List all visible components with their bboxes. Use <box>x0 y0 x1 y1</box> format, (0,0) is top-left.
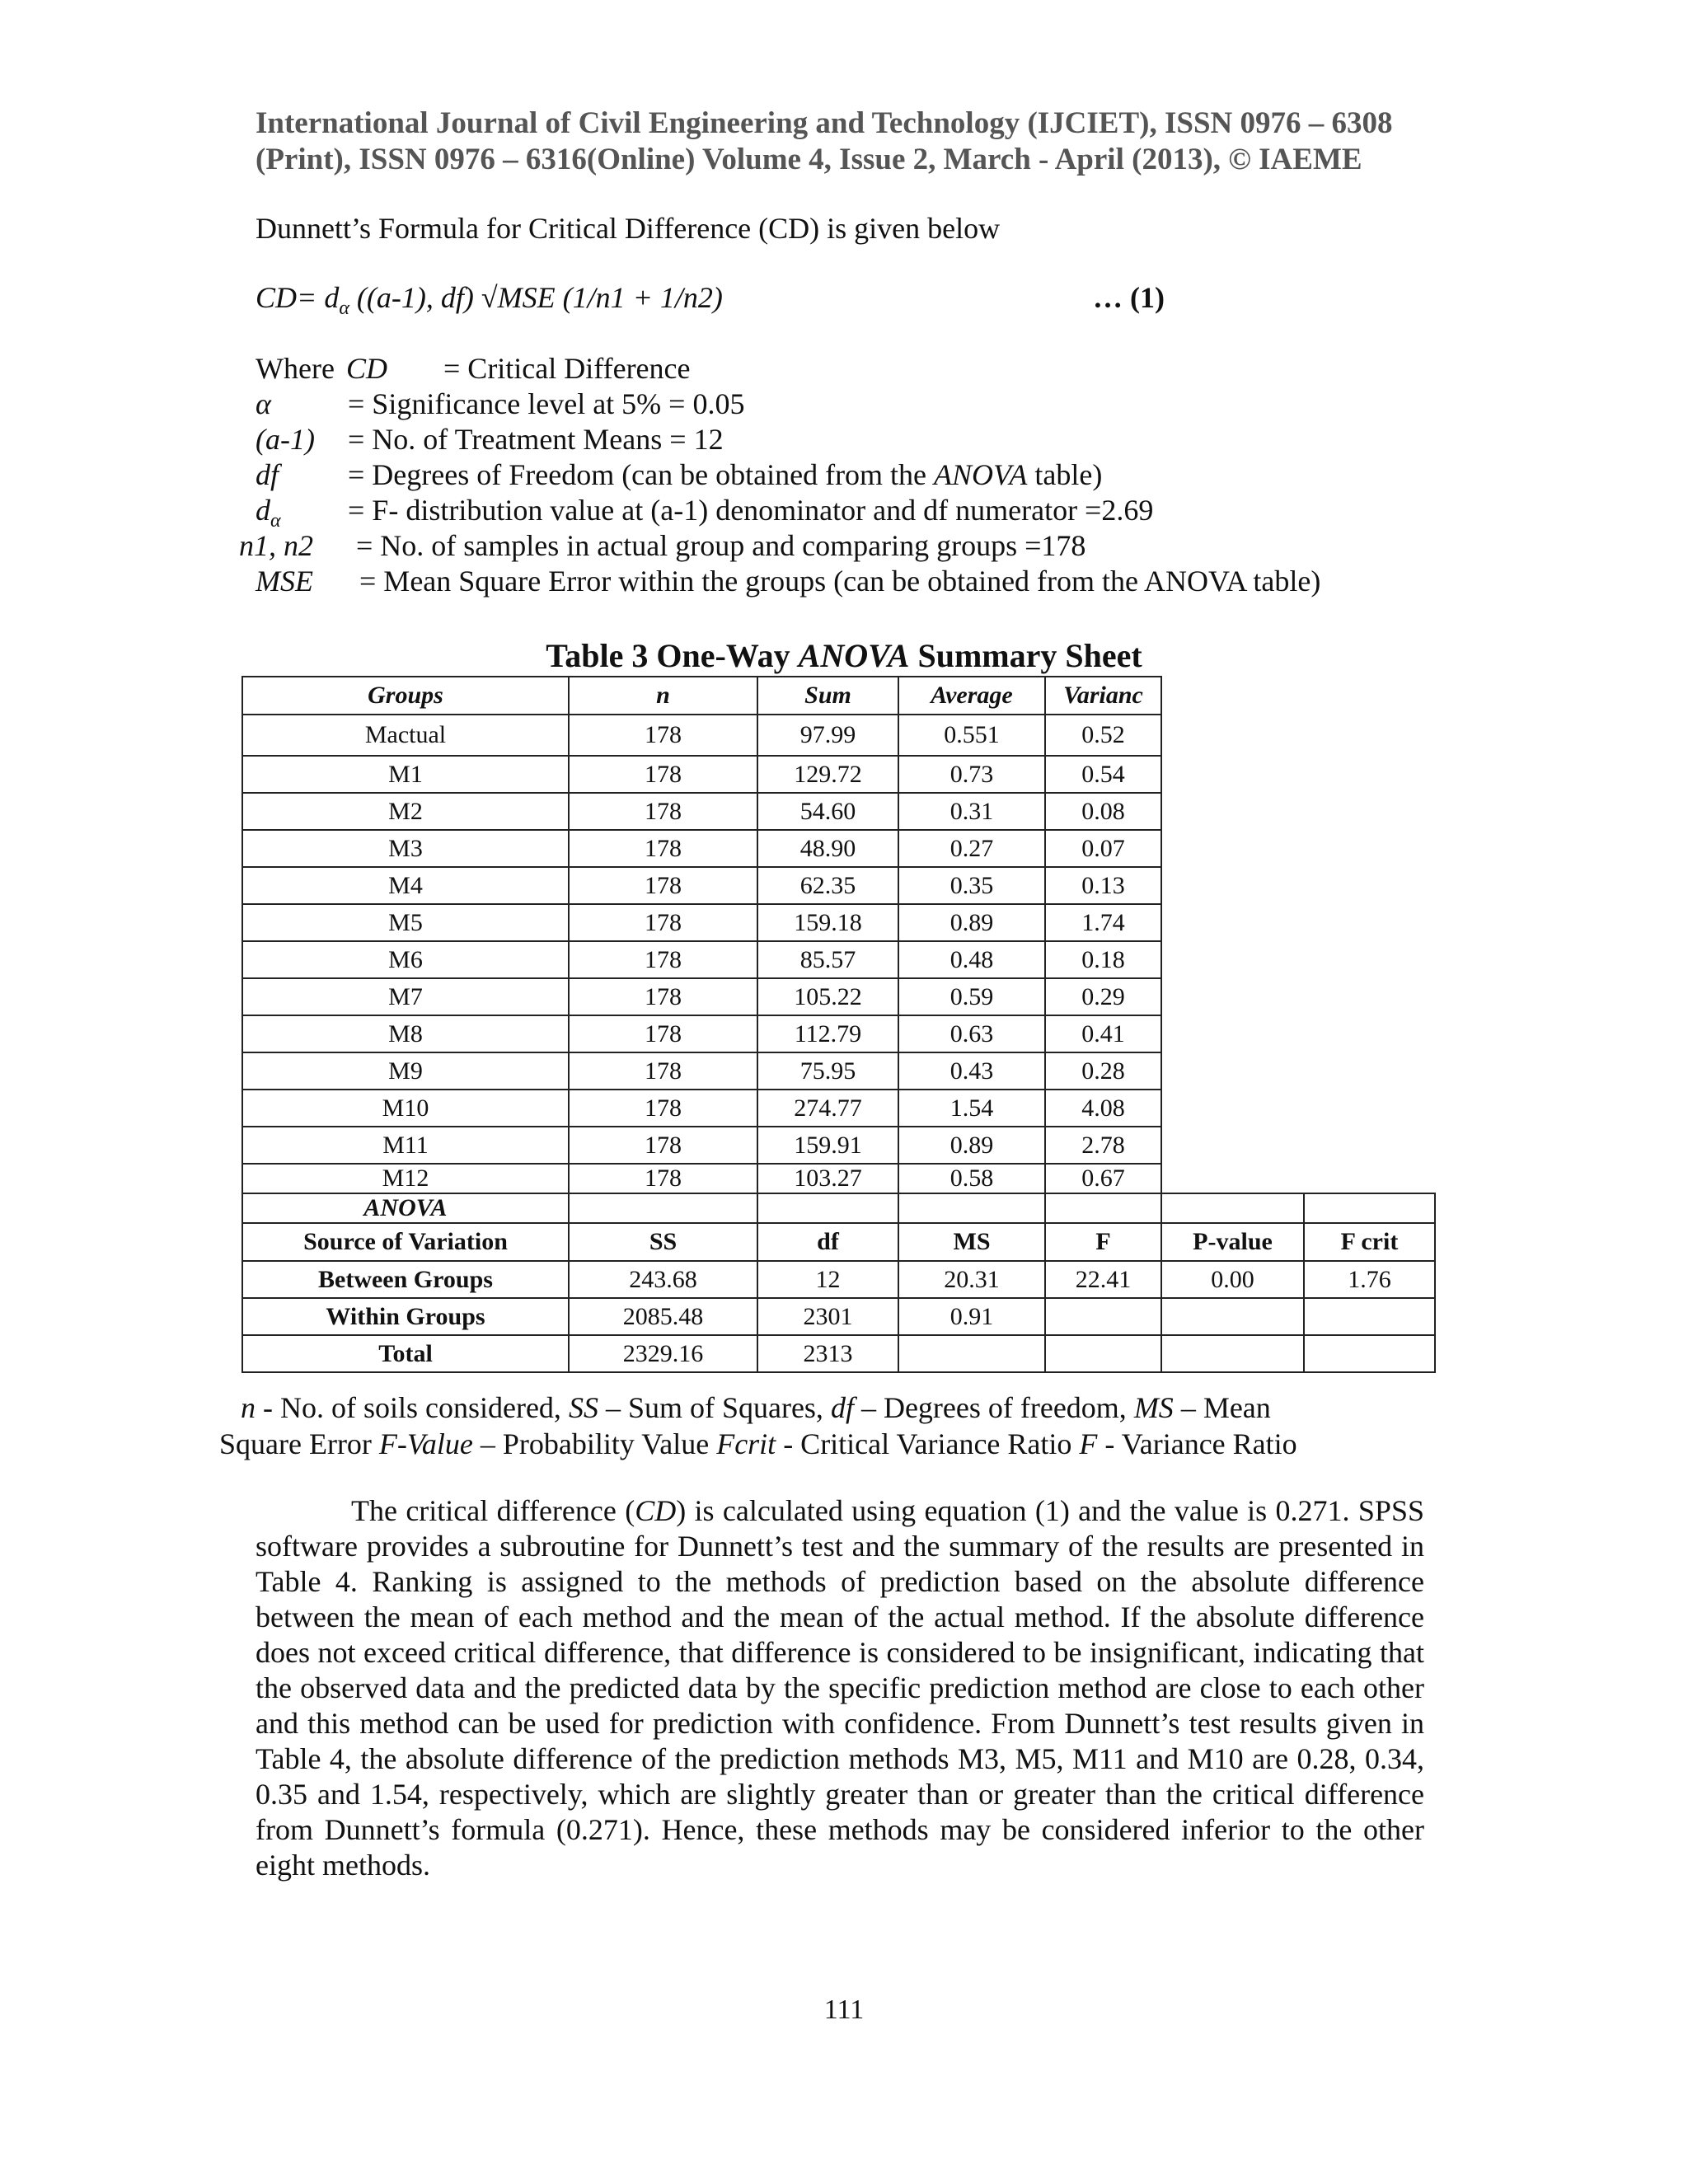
n-cell: 178 <box>569 1164 757 1193</box>
group-cell: M4 <box>242 867 569 904</box>
average-cell: 0.43 <box>898 1052 1045 1090</box>
group-cell: Mactual <box>242 715 569 756</box>
anova-row <box>242 1298 1435 1335</box>
variance-cell: 0.07 <box>1045 830 1161 867</box>
anova-header-row <box>242 1223 1435 1261</box>
n-cell: 178 <box>569 978 757 1015</box>
n-cell: 178 <box>569 867 757 904</box>
ms-cell <box>898 1335 1045 1372</box>
where-def-df: = Degrees of Freedom (can be obtained from the ANOVA table) <box>348 458 1103 491</box>
where-term-a1: (a-1) <box>256 423 315 456</box>
sum-cell: 129.72 <box>757 756 898 793</box>
legend-line-2: Square Error F-Value – Probability Value Fcrit - Critical Variance Ratio F - Variance Ratio <box>219 1427 1297 1460</box>
where-def-mse: = Mean Square Error within the groups (can be obtained from the ANOVA table) <box>359 565 1321 598</box>
where-def-dalpha: = F- distribution value at (a-1) denominator and df numerator =2.69 <box>348 494 1154 527</box>
col-header: Groups <box>242 677 569 715</box>
where-term-dalpha: $d_\alpha$ <box>256 494 281 532</box>
sum-cell: 105.22 <box>757 978 898 1015</box>
variance-cell: 0.41 <box>1045 1015 1161 1052</box>
n-cell: 178 <box>569 830 757 867</box>
n-cell: 178 <box>569 904 757 941</box>
source-cell: Between Groups <box>242 1261 569 1298</box>
col-header: n <box>569 677 757 715</box>
anova-label-row <box>242 1193 1435 1223</box>
variance-cell: 1.74 <box>1045 904 1161 941</box>
table-row <box>242 904 1435 941</box>
p-value-cell <box>1161 1298 1304 1335</box>
f-cell: 22.41 <box>1045 1261 1161 1298</box>
where-term-mse: MSE <box>256 565 313 598</box>
anova-summary-table <box>241 676 1436 1373</box>
source-cell: Total <box>242 1335 569 1372</box>
average-cell: 0.63 <box>898 1015 1045 1052</box>
df-cell: 2301 <box>757 1298 898 1335</box>
p-value-cell: 0.00 <box>1161 1261 1304 1298</box>
anova-row <box>242 1261 1435 1298</box>
legend-line-1: n - No. of soils considered, SS – Sum of Squares, df – Degrees of freedom, MS – Mean <box>241 1391 1271 1424</box>
equation-number: … (1) <box>1093 281 1165 314</box>
group-cell: M5 <box>242 904 569 941</box>
source-cell: Within Groups <box>242 1298 569 1335</box>
group-cell: M2 <box>242 793 569 830</box>
f-crit-cell <box>1304 1335 1435 1372</box>
table-row <box>242 830 1435 867</box>
sum-cell: 62.35 <box>757 867 898 904</box>
formula-body: ((a-1), df) √MSE (1/n1 + 1/n2) <box>349 281 723 314</box>
f-cell <box>1045 1335 1161 1372</box>
n-cell: 178 <box>569 941 757 978</box>
where-def-cd: = Critical Difference <box>443 352 691 385</box>
f-cell <box>1045 1298 1161 1335</box>
ms-cell: 0.91 <box>898 1298 1045 1335</box>
group-cell: M1 <box>242 756 569 793</box>
sum-cell: 97.99 <box>757 715 898 756</box>
sum-cell: 274.77 <box>757 1090 898 1127</box>
variance-cell: 0.28 <box>1045 1052 1161 1090</box>
group-cell: M6 <box>242 941 569 978</box>
anova-col-header: Source of Variation <box>242 1223 569 1261</box>
anova-col-header: SS <box>569 1223 757 1261</box>
formula-lhs: CD= <box>256 281 317 314</box>
table-row <box>242 978 1435 1015</box>
page-number: 111 <box>823 1994 865 2025</box>
header-line-2: (Print), ISSN 0976 – 6316(Online) Volume 4, Issue 2, March - April (2013), © IAEME <box>256 143 1362 176</box>
anova-col-header: F crit <box>1304 1223 1435 1261</box>
group-cell: M9 <box>242 1052 569 1090</box>
where-term-df: df <box>256 458 279 491</box>
variance-cell: 0.67 <box>1045 1164 1161 1193</box>
table-row <box>242 1052 1435 1090</box>
formula <box>256 280 723 326</box>
average-cell: 0.35 <box>898 867 1045 904</box>
anova-col-header: df <box>757 1223 898 1261</box>
where-term-alpha: α <box>256 387 271 420</box>
group-cell: M8 <box>242 1015 569 1052</box>
ss-cell: 2085.48 <box>569 1298 757 1335</box>
where-term-n1n2: n1, n2 <box>239 529 313 562</box>
average-cell: 0.89 <box>898 1127 1045 1164</box>
n-cell: 178 <box>569 1127 757 1164</box>
intro-sentence: Dunnett’s Formula for Critical Difference (CD) is given below <box>256 212 1001 245</box>
average-cell: 0.551 <box>898 715 1045 756</box>
variance-cell: 0.54 <box>1045 756 1161 793</box>
where-prefix: Where <box>256 352 335 385</box>
variance-cell: 4.08 <box>1045 1090 1161 1127</box>
p-value-cell <box>1161 1335 1304 1372</box>
average-cell: 0.59 <box>898 978 1045 1015</box>
sum-cell: 75.95 <box>757 1052 898 1090</box>
average-cell: 0.48 <box>898 941 1045 978</box>
n-cell: 178 <box>569 1090 757 1127</box>
header-line-1: International Journal of Civil Engineering and Technology (IJCIET), ISSN 0976 – 6308 <box>256 106 1393 140</box>
average-cell: 0.73 <box>898 756 1045 793</box>
anova-col-header: P-value <box>1161 1223 1304 1261</box>
body-paragraph: The critical difference (CD) is calculated using equation (1) and the value is 0.271. SPSS software provides a subroutine for Dunnett’s test and the summary of the results are presented in Table 4. Ranking is assigned to the methods of prediction based on the absolute difference between the mean of each method and the mean of the actual method. If the absolute difference does not exceed critical difference, that difference is considered to be insignificant, indicating that the observed data and the predicted data by the specific prediction method are close to each other and this method can be used for prediction with confidence. From Dunnett’s test results given in Table 4, the absolute difference of the prediction methods M3, M5, M11 and M10 are 0.28, 0.34, 0.35 and 1.54, respectively, which are slightly greater than or greater than the critical difference from Dunnett’s formula (0.271). Hence, these methods may be considered inferior to the other eight methods. <box>256 1494 1424 1882</box>
df-cell: 12 <box>757 1261 898 1298</box>
f-crit-cell: 1.76 <box>1304 1261 1435 1298</box>
variance-cell: 2.78 <box>1045 1127 1161 1164</box>
where-def-alpha: = Significance level at 5% = 0.05 <box>348 387 745 420</box>
group-cell: M10 <box>242 1090 569 1127</box>
where-block <box>239 351 1492 607</box>
n-cell: 178 <box>569 1015 757 1052</box>
group-cell: M3 <box>242 830 569 867</box>
formula-d: d <box>324 281 340 314</box>
table-row <box>242 867 1435 904</box>
variance-cell: 0.29 <box>1045 978 1161 1015</box>
sum-cell: 159.18 <box>757 904 898 941</box>
table-row <box>242 941 1435 978</box>
average-cell: 1.54 <box>898 1090 1045 1127</box>
anova-col-header: F <box>1045 1223 1161 1261</box>
table-row <box>242 1127 1435 1164</box>
anova-col-header: MS <box>898 1223 1045 1261</box>
where-def-a1: = No. of Treatment Means = 12 <box>348 423 724 456</box>
f-crit-cell <box>1304 1298 1435 1335</box>
journal-header <box>256 105 1442 178</box>
table-row <box>242 1090 1435 1127</box>
anova-row <box>242 1335 1435 1372</box>
sum-cell: 112.79 <box>757 1015 898 1052</box>
n-cell: 178 <box>569 756 757 793</box>
sum-cell: 103.27 <box>757 1164 898 1193</box>
group-cell: M12 <box>242 1164 569 1193</box>
n-cell: 178 <box>569 1052 757 1090</box>
group-cell: M11 <box>242 1127 569 1164</box>
table-caption: Table 3 One-Way ANOVA Summary Sheet <box>546 637 1142 674</box>
variance-cell: 0.52 <box>1045 715 1161 756</box>
sum-cell: 85.57 <box>757 941 898 978</box>
n-cell: 178 <box>569 793 757 830</box>
df-cell: 2313 <box>757 1335 898 1372</box>
sum-cell: 48.90 <box>757 830 898 867</box>
variance-cell: 0.08 <box>1045 793 1161 830</box>
sum-cell: 54.60 <box>757 793 898 830</box>
col-header: Average <box>898 677 1045 715</box>
average-cell: 0.31 <box>898 793 1045 830</box>
table-row <box>242 1164 1435 1193</box>
formula-alpha-sub: α <box>339 298 349 320</box>
table-header-row <box>242 677 1435 715</box>
table-row <box>242 715 1435 756</box>
average-cell: 0.27 <box>898 830 1045 867</box>
table-row <box>242 756 1435 793</box>
anova-section-label: ANOVA <box>242 1193 569 1223</box>
where-def-n1n2: = No. of samples in actual group and comparing groups =178 <box>356 529 1086 562</box>
col-header: Sum <box>757 677 898 715</box>
ss-cell: 2329.16 <box>569 1335 757 1372</box>
col-header: Varianc <box>1045 677 1161 715</box>
average-cell: 0.58 <box>898 1164 1045 1193</box>
sum-cell: 159.91 <box>757 1127 898 1164</box>
ms-cell: 20.31 <box>898 1261 1045 1298</box>
ss-cell: 243.68 <box>569 1261 757 1298</box>
table-row <box>242 1015 1435 1052</box>
variance-cell: 0.13 <box>1045 867 1161 904</box>
average-cell: 0.89 <box>898 904 1045 941</box>
group-cell: M7 <box>242 978 569 1015</box>
variance-cell: 0.18 <box>1045 941 1161 978</box>
table-row <box>242 793 1435 830</box>
where-term-cd: CD <box>346 352 388 385</box>
n-cell: 178 <box>569 715 757 756</box>
